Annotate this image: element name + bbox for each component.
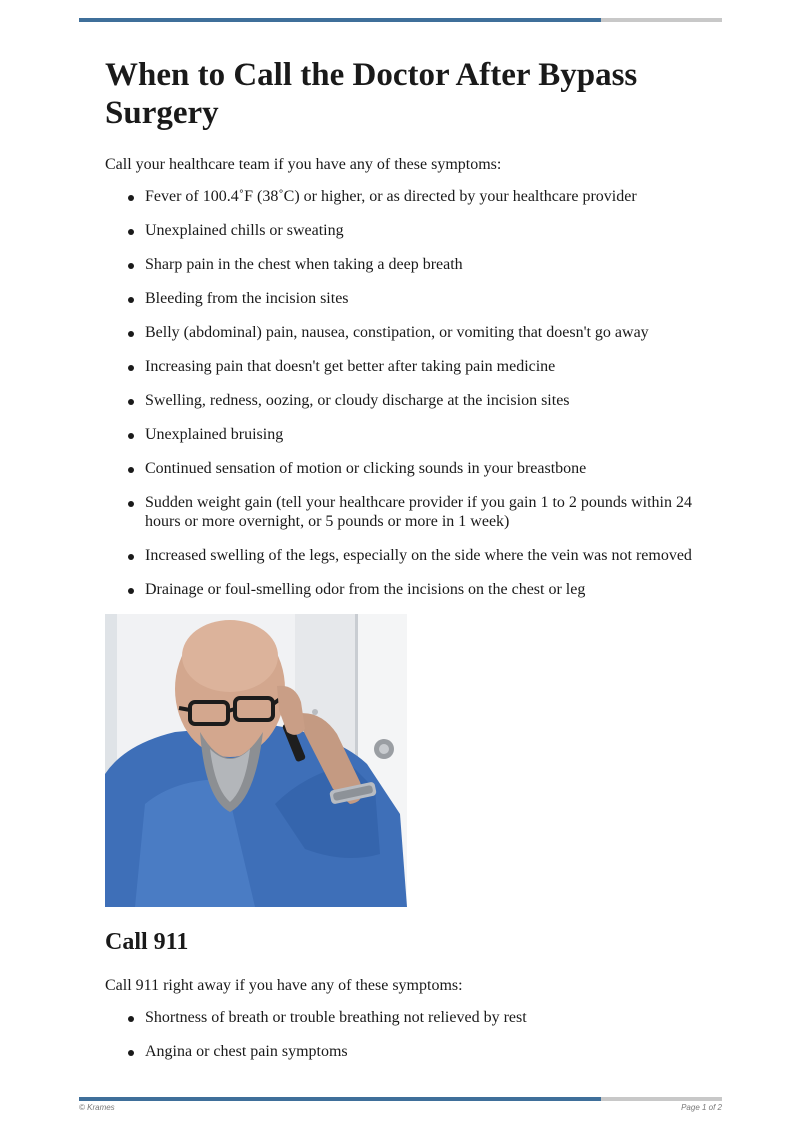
top-accent-bar-fill (79, 18, 601, 22)
top-accent-bar (79, 18, 722, 22)
symptom-item: Belly (abdominal) pain, nausea, constipation, or vomiting that doesn't go away (145, 323, 715, 342)
bottom-accent-bar-fill (79, 1097, 601, 1101)
symptom-item: Bleeding from the incision sites (145, 289, 715, 308)
footer-copyright: © Krames (79, 1103, 115, 1112)
symptom-item: Sharp pain in the chest when taking a deep breath (145, 255, 715, 274)
symptom-item: Unexplained chills or sweating (145, 221, 715, 240)
call-911-heading: Call 911 (105, 929, 189, 955)
symptom-item: Continued sensation of motion or clicking sounds in your breastbone (145, 459, 715, 478)
symptom-item: Drainage or foul-smelling odor from the incisions on the chest or leg (145, 580, 715, 599)
document-content (105, 56, 715, 1076)
intro-text: Call your healthcare team if you have any of these symptoms: (105, 156, 502, 173)
bottom-accent-bar (79, 1097, 722, 1101)
symptom-item: Swelling, redness, oozing, or cloudy discharge at the incision sites (145, 391, 715, 410)
footer-page-number: Page 1 of 2 (681, 1103, 722, 1112)
emergency-symptom-item: Angina or chest pain symptoms (145, 1042, 715, 1061)
symptom-item: Unexplained bruising (145, 425, 715, 444)
symptom-item: Fever of 100.4˚F (38˚C) or higher, or as directed by your healthcare provider (145, 187, 715, 206)
symptom-item: Increasing pain that doesn't get better after taking pain medicine (145, 357, 715, 376)
man-on-phone-photo (105, 614, 407, 907)
page-title: When to Call the Doctor After Bypass Surgery (105, 57, 638, 131)
call-911-intro: Call 911 right away if you have any of these symptoms: (105, 977, 463, 994)
symptom-list (105, 187, 715, 599)
emergency-symptom-list (105, 1008, 715, 1061)
symptom-item: Sudden weight gain (tell your healthcare provider if you gain 1 to 2 pounds within 24 hours or more overnight, or 5 pounds or more in 1 week) (145, 493, 715, 531)
symptom-item: Increased swelling of the legs, especially on the side where the vein was not removed (145, 546, 715, 565)
emergency-symptom-item: Shortness of breath or trouble breathing not relieved by rest (145, 1008, 715, 1027)
